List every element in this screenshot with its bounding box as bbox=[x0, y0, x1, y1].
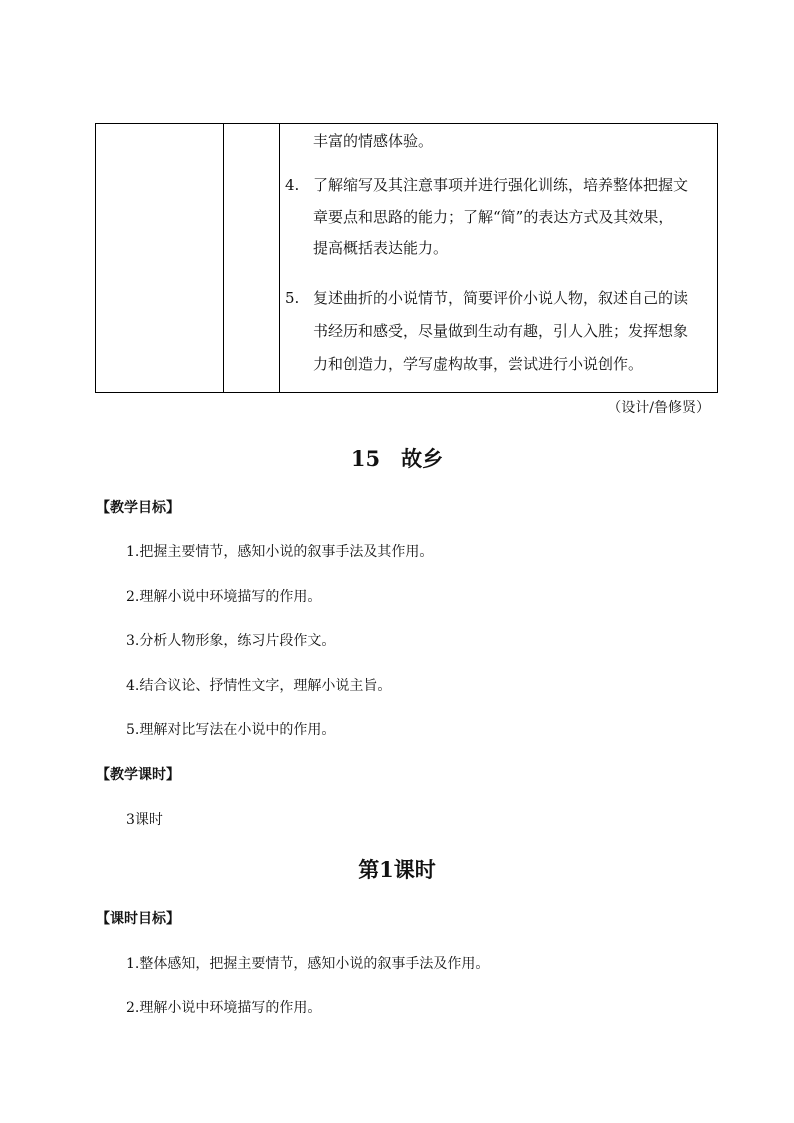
teaching-hours-heading: 【教学课时】 bbox=[96, 767, 180, 783]
teaching-hours-value: 3课时 bbox=[126, 812, 163, 828]
period-goal-item: 2.理解小说中环境描写的作用。 bbox=[126, 1000, 322, 1016]
design-credit: （设计/鲁修贤） bbox=[607, 400, 710, 416]
period-goals-heading: 【课时目标】 bbox=[96, 911, 180, 927]
teaching-goal-item: 3.分析人物形象，练习片段作文。 bbox=[126, 633, 336, 649]
lesson-title: 15 故乡 bbox=[350, 446, 444, 471]
teaching-goals-heading: 【教学目标】 bbox=[96, 500, 180, 516]
table-item-number: 4. bbox=[285, 176, 300, 194]
period-title: 第1课时 bbox=[358, 857, 436, 882]
teaching-goal-item: 5.理解对比写法在小说中的作用。 bbox=[126, 722, 336, 738]
table-item-line: 复述曲折的小说情节，简要评价小说人物，叙述自己的读 bbox=[313, 289, 689, 307]
teaching-goal-item: 1.把握主要情节，感知小说的叙事手法及其作用。 bbox=[126, 544, 434, 560]
period-goal-item: 1.整体感知，把握主要情节，感知小说的叙事手法及作用。 bbox=[126, 956, 490, 972]
table-item-line: 力和创造力，学写虚构故事，尝试进行小说创作。 bbox=[313, 355, 644, 373]
table-item-number: 5. bbox=[285, 289, 300, 307]
table-column-divider bbox=[279, 124, 280, 392]
table-item-line: 了解缩写及其注意事项并进行强化训练，培养整体把握文 bbox=[313, 176, 689, 194]
objectives-table bbox=[95, 123, 718, 393]
table-column-divider bbox=[223, 124, 224, 392]
table-item-line: 书经历和感受，尽量做到生动有趣，引人入胜；发挥想象 bbox=[313, 322, 689, 340]
teaching-goal-item: 4.结合议论、抒情性文字，理解小说主旨。 bbox=[126, 678, 392, 694]
table-item-line: 提高概括表达能力。 bbox=[313, 239, 449, 257]
table-item-line: 章要点和思路的能力；了解“简”的表达方式及其效果， bbox=[313, 208, 674, 226]
table-continued-line: 丰富的情感体验。 bbox=[313, 132, 434, 150]
teaching-goal-item: 2.理解小说中环境描写的作用。 bbox=[126, 589, 322, 605]
